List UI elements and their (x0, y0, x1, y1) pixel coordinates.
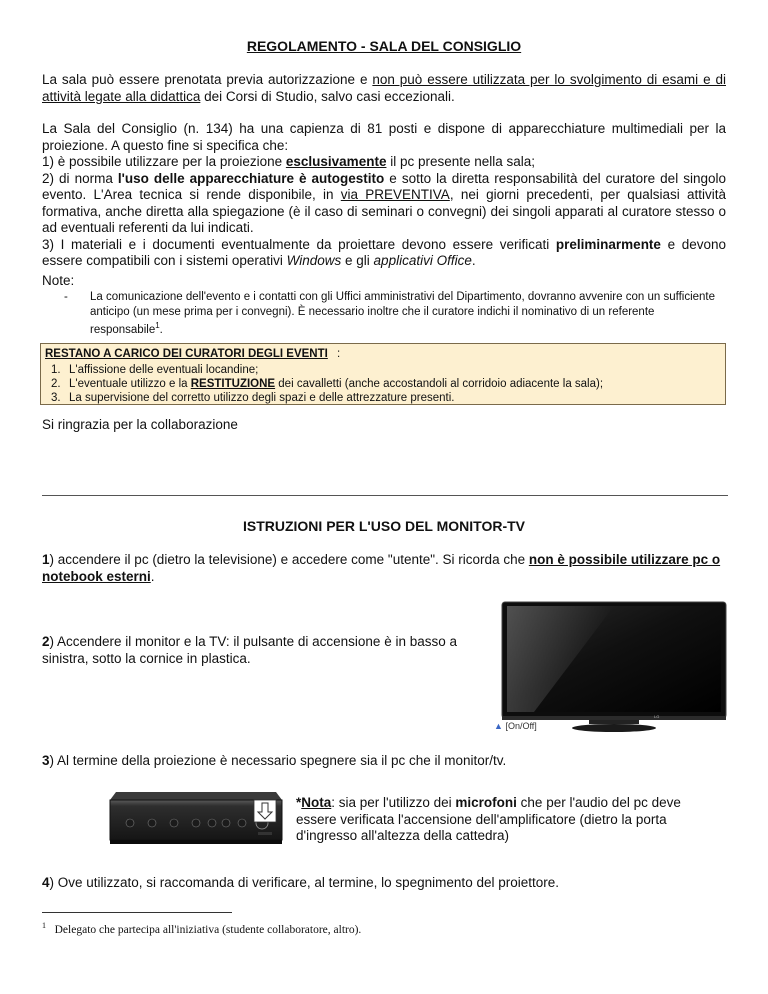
tv-power-label: ▲ [On/Off] (494, 721, 537, 731)
tv-image (494, 600, 728, 734)
footnote-separator (42, 912, 232, 913)
section-divider (42, 495, 728, 496)
istruzioni-title: ISTRUZIONI PER L'USO DEL MONITOR-TV (242, 518, 526, 534)
step-1: 1) accendere il pc (dietro la televisione) e accedere come "utente". Si ricorda che non è possibile utilizzare pc o notebook esterni. (42, 552, 721, 584)
svg-text:LG: LG (654, 714, 660, 719)
step-3: 3) Al termine della proiezione è necessario spegnere sia il pc che il monitor/tv. (42, 753, 507, 768)
rule-1: 1) è possibile utilizzare per la proiezione esclusivamente il pc presente nella sala; (42, 154, 536, 169)
thanks-text: Si ringrazia per la collaborazione (42, 417, 238, 432)
box-item-1: 1. L'affissione delle eventuali locandine; (51, 364, 259, 376)
notes-label: Note: (42, 273, 75, 288)
amplifier-image (108, 786, 284, 846)
capacity-text: La Sala del Consiglio (n. 134) ha una capienza di 81 posti e dispone di apparecchiature multimediali per la proiezione. A questo fine si specifica che: (42, 121, 726, 153)
amplifier-note: *Nota: sia per l'utilizzo dei microfoni che per l'audio del pc deve essere verificata l'accensione dell'amplificatore (dietro la porta d'ingresso all'altezza della cattedra) (296, 795, 681, 843)
rule-2: 2) di norma l'uso delle apparecchiature è autogestito e sotto la diretta responsabilità del curatore del singolo evento. L'Area tecnica si rende disponibile, in via PREVENTIVA, nei giorni precedenti, per qualsiasi attività formativa, anche diretta alla spiegazione (è il caso di seminari o convegni) dei singoli apparati al curatore stesso o ad eventuali referenti da lui indicati. (42, 170, 726, 235)
step-2: 2) Accendere il monitor e la TV: il pulsante di accensione è in basso a sinistra, sotto la cornice in plastica. (42, 634, 457, 666)
rules-paragraph (42, 121, 726, 270)
footnote: $^1$ Delegato che partecipa all'iniziativa (studente collaboratore, altro). (42, 921, 362, 936)
regolamento-title: REGOLAMENTO - SALA DEL CONSIGLIO (246, 38, 522, 54)
note-dash: - (64, 291, 68, 303)
note-text: La comunicazione dell'evento e i contatti con gli Uffici amministrativi del Dipartimento, dovranno avvenire con un sufficiente anticipo (un mese prima per i convegni). È necessario inoltre che il curatore indichi il nominativo di un referente responsabile$^1$. (90, 291, 716, 336)
intro-paragraph: La sala può essere prenotata previa autorizzazione e non può essere utilizzata per lo svolgimento di esami e di attività legate alla didattica dei Corsi di Studio, salvo casi eccezionali. (42, 72, 726, 104)
rule-3: 3) I materiali e i documenti eventualmente da proiettare devono essere verificati preliminarmente e devono essere compatibili con i sistemi operativi Windows e gli applicativi Office. (42, 236, 726, 268)
curator-responsibilities-box: RESTANO A CARICO DEI CURATORI DEGLI EVENTI : 1. L'affissione delle eventuali locandine; 2. L'eventuale utilizzo e la RESTITUZIONE dei cavalletti (anche accostandoli al corridoio adiacente la sala); 3. La supervisione del corretto utilizzo degli spazi e delle attrezzature presenti. (40, 343, 726, 405)
footnote-ref[interactable]: 1 (155, 321, 160, 330)
step-4: 4) Ove utilizzato, si raccomanda di verificare, al termine, lo spegnimento del proiettore. (42, 875, 559, 890)
box-item-3: 3. La supervisione del corretto utilizzo degli spazi e delle attrezzature presenti. (51, 392, 455, 404)
arrow-up-icon: ▲ (494, 721, 503, 731)
box-header: RESTANO A CARICO DEI CURATORI DEGLI EVENTI (45, 348, 328, 360)
box-item-2: 2. L'eventuale utilizzo e la RESTITUZIONE dei cavalletti (anche accostandoli al corridoio adiacente la sala); (51, 378, 604, 390)
